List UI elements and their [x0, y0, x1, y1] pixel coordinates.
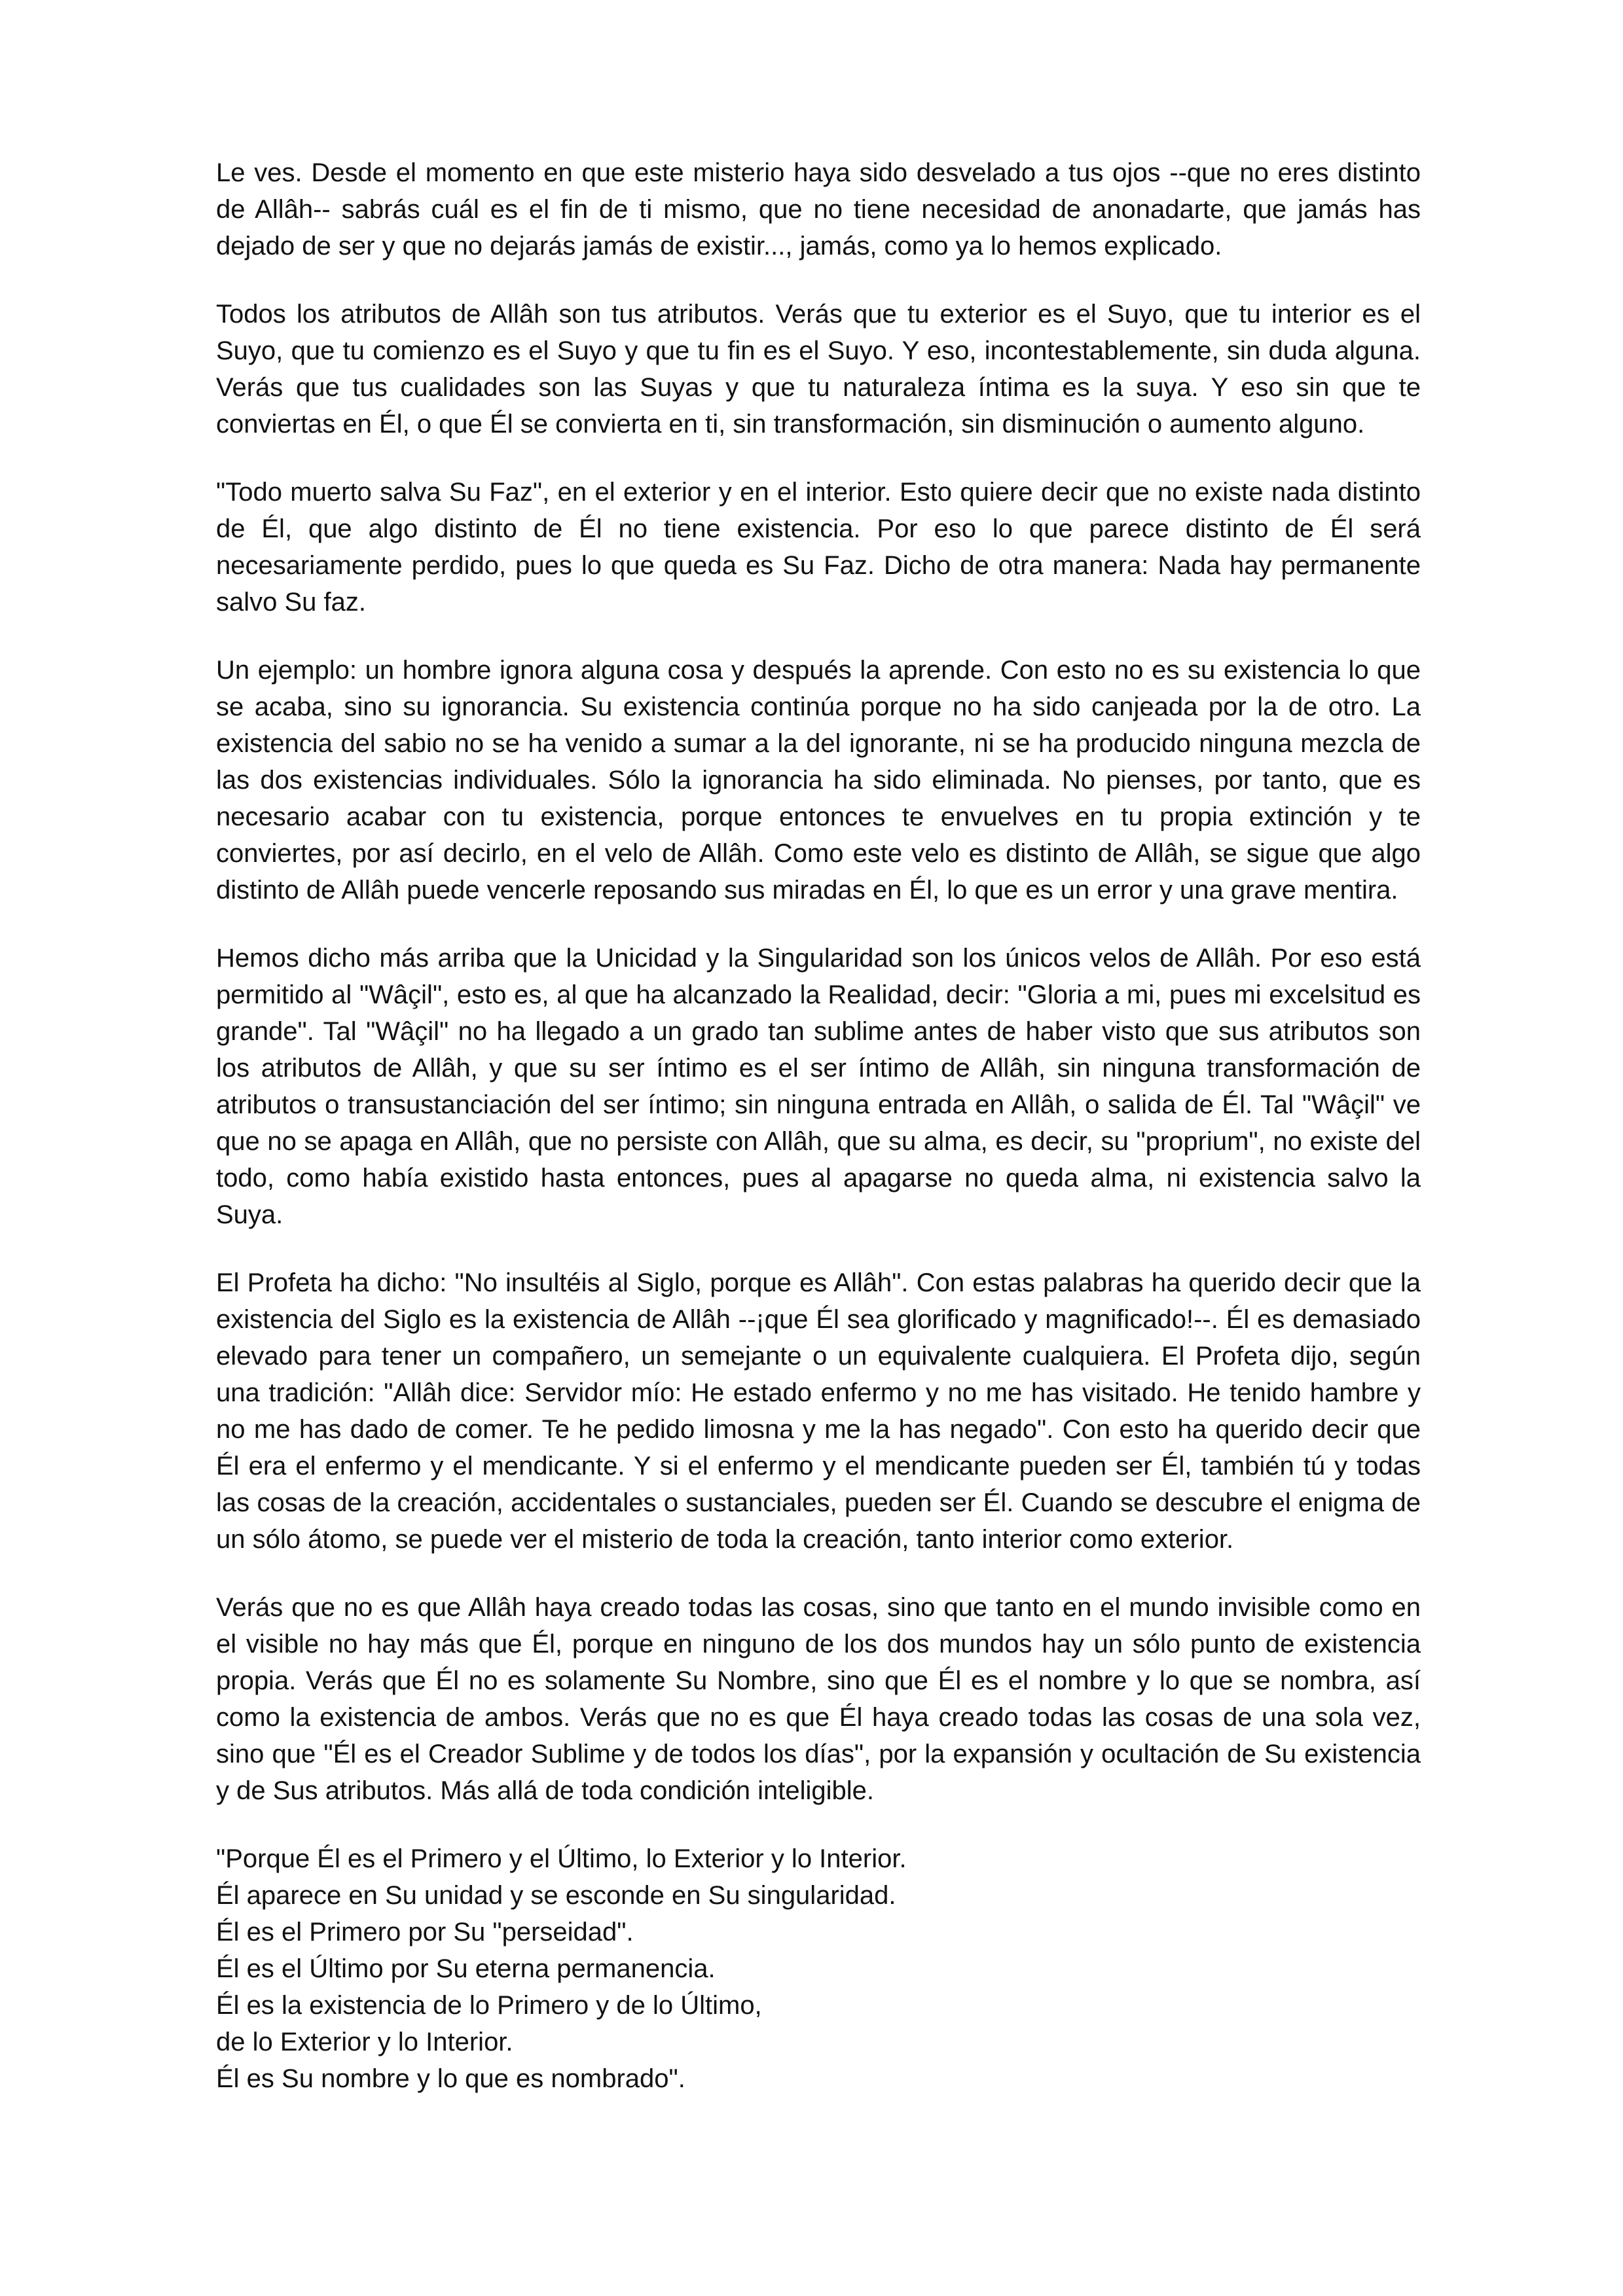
paragraph-2: Todos los atributos de Allâh son tus atributos. Verás que tu exterior es el Suyo, que tu interior es el Suyo, que tu comienzo es el Suyo y que tu fin es el Suyo. Y eso, incontestablemente, sin duda alguna. Verás que tus cualidades son las Suyas y que tu naturaleza íntima es la suya. Y eso sin que te conviertas en Él, o que Él se convierta en ti, sin transformación, sin disminución o aumento alguno.: [216, 300, 1421, 439]
poem-line: Él es la existencia de lo Primero y de lo Último,: [216, 1991, 762, 2020]
poem-line: de lo Exterior y lo Interior.: [216, 2028, 513, 2056]
paragraph-7: Verás que no es que Allâh haya creado todas las cosas, sino que tanto en el mundo invisible como en el visible no hay más que Él, porque en ninguno de los dos mundos hay un sólo punto de existencia propia. Verás que Él no es solamente Su Nombre, sino que Él es el nombre y lo que se nombra, así como la existencia de ambos. Verás que no es que Él haya creado todas las cosas de una sola vez, sino que "Él es el Creador Sublime y de todos los días", por la expansión y ocultación de Su existencia y de Sus atributos. Más allá de toda condición inteligible.: [216, 1593, 1421, 1805]
paragraph-1: Le ves. Desde el momento en que este misterio haya sido desvelado a tus ojos --que no eres distinto de Allâh-- sabrás cuál es el fin de ti mismo, que no tiene necesidad de anonadarte, que jamás has dejado de ser y que no dejarás jamás de existir..., jamás, como ya lo hemos explicado.: [216, 158, 1421, 260]
poem-line: Él aparece en Su unidad y se esconde en Su singularidad.: [216, 1881, 896, 1910]
closing-poem: [216, 1840, 1421, 2097]
poem-line: Él es Su nombre y lo que es nombrado".: [216, 2064, 685, 2093]
paragraph-6: El Profeta ha dicho: "No insultéis al Siglo, porque es Allâh". Con estas palabras ha querido decir que la existencia del Siglo es la existencia de Allâh --¡que Él sea glorificado y magnificado!--. Él es demasiado elevado para tener un compañero, un semejante o un equivalente cualquiera. El Profeta dijo, según una tradición: "Allâh dice: Servidor mío: He estado enfermo y no me has visitado. He tenido hambre y no me has dado de comer. Te he pedido limosna y me la has negado". Con esto ha querido decir que Él era el enfermo y el mendicante. Y si el enfermo y el mendicante pueden ser Él, también tú y todas las cosas de la creación, accidentales o sustanciales, pueden ser Él. Cuando se descubre el enigma de un sólo átomo, se puede ver el misterio de toda la creación, tanto interior como exterior.: [216, 1268, 1421, 1554]
paragraph-3: "Todo muerto salva Su Faz", en el exterior y en el interior. Esto quiere decir que no existe nada distinto de Él, que algo distinto de Él no tiene existencia. Por eso lo que parece distinto de Él será necesariamente perdido, pues lo que queda es Su Faz. Dicho de otra manera: Nada hay permanente salvo Su faz.: [216, 478, 1421, 617]
paragraph-4: Un ejemplo: un hombre ignora alguna cosa y después la aprende. Con esto no es su existencia lo que se acaba, sino su ignorancia. Su existencia continúa porque no ha sido canjeada por la de otro. La existencia del sabio no se ha venido a sumar a la del ignorante, ni se ha producido ninguna mezcla de las dos existencias individuales. Sólo la ignorancia ha sido eliminada. No pienses, por tanto, que es necesario acabar con tu existencia, porque entonces te envuelves en tu propia extinción y te conviertes, por así decirlo, en el velo de Allâh. Como este velo es distinto de Allâh, se sigue que algo distinto de Allâh puede vencerle reposando sus miradas en Él, lo que es un error y una grave mentira.: [216, 656, 1421, 905]
paragraph-5: Hemos dicho más arriba que la Unicidad y la Singularidad son los únicos velos de Allâh. Por eso está permitido al "Wâçil", esto es, al que ha alcanzado la Realidad, decir: "Gloria a mi, pues mi excelsitud es grande". Tal "Wâçil" no ha llegado a un grado tan sublime antes de haber visto que sus atributos son los atributos de Allâh, y que su ser íntimo es el ser íntimo de Allâh, sin ninguna transformación de atributos o transustanciación del ser íntimo; sin ninguna entrada en Allâh, o salida de Él. Tal "Wâçil" ve que no se apaga en Allâh, que no persiste con Allâh, que su alma, es decir, su "proprium", no existe del todo, como había existido hasta entonces, pues al apagarse no queda alma, ni existencia salvo la Suya.: [216, 944, 1421, 1229]
document-page: [216, 154, 1421, 2097]
poem-line: "Porque Él es el Primero y el Último, lo Exterior y lo Interior.: [216, 1844, 907, 1873]
poem-line: Él es el Último por Su eterna permanencia.: [216, 1954, 716, 1983]
poem-line: Él es el Primero por Su "perseidad".: [216, 1918, 634, 1946]
